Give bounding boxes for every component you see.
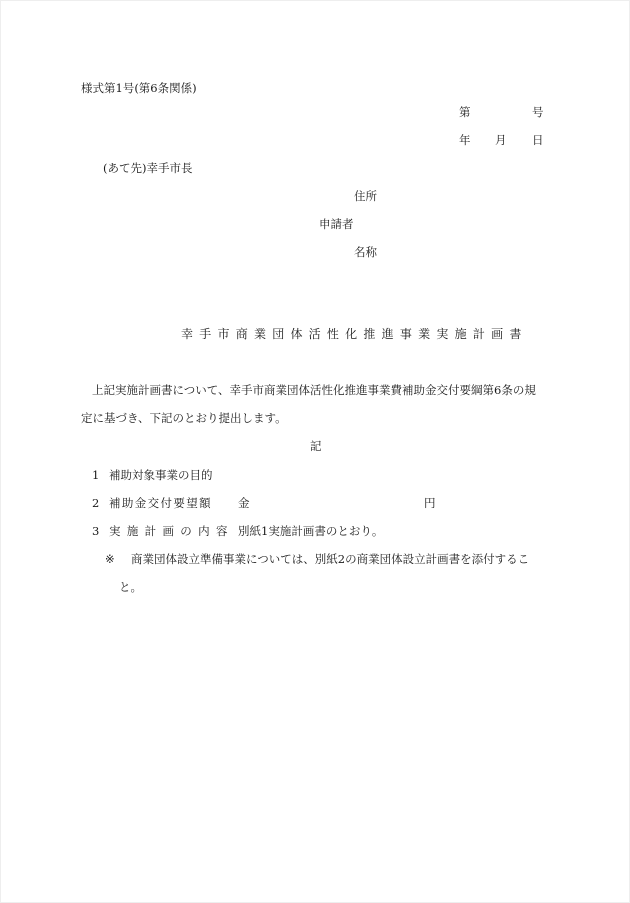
date-month: 月 xyxy=(495,133,507,147)
document-title: 幸手市商業団体活性化推進事業実施計画書 xyxy=(181,327,528,341)
item-2-unit: 円 xyxy=(424,496,436,510)
date-day: 日 xyxy=(532,133,544,147)
item-3-value: 別紙1実施計画書のとおり。 xyxy=(238,524,384,538)
item-2-label: 補助金交付要望額 xyxy=(109,496,213,510)
item-3-label: 実施計画の内容 xyxy=(109,524,234,538)
item-2-value: 金 xyxy=(238,496,250,510)
body-line-1: 上記実施計画書について、幸手市商業団体活性化推進事業費補助金交付要綱第6条の規 xyxy=(92,383,536,397)
applicant-address-label: 住所 xyxy=(354,189,377,203)
note-line-2: と。 xyxy=(119,580,142,594)
note-line-1: 商業団体設立準備事業については、別紙2の商業団体設立計画書を添付するこ xyxy=(131,552,530,566)
item-1-number: 1 xyxy=(92,468,100,482)
item-3-number: 3 xyxy=(92,524,100,538)
doc-number-suffix: 号 xyxy=(532,105,544,119)
applicant-name-label: 名称 xyxy=(354,245,377,259)
item-1-label: 補助対象事業の目的 xyxy=(109,468,213,482)
date-year: 年 xyxy=(459,133,471,147)
addressee: (あて先)幸手市長 xyxy=(103,161,193,175)
note-mark: ※ xyxy=(105,552,115,566)
applicant-role-label: 申請者 xyxy=(319,217,354,231)
ki-marker: 記 xyxy=(310,439,322,453)
form-number: 様式第1号(第6条関係) xyxy=(81,81,197,95)
doc-number-prefix: 第 xyxy=(459,105,471,119)
item-2-number: 2 xyxy=(92,496,100,510)
body-line-2: 定に基づき、下記のとおり提出します。 xyxy=(81,411,287,425)
